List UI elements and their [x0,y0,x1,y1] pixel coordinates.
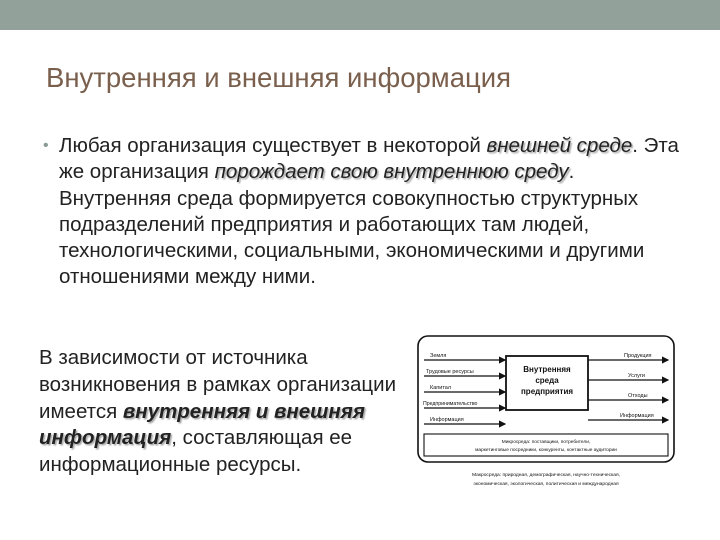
micro-environment-label: Микросреда: поставщики, потребители, [501,440,591,445]
bullet-icon: • [43,137,49,154]
emphasis-internal-external-info: внутренняя и внешняя информация [39,399,365,450]
center-label-line: Внутренняя [523,365,571,374]
emphasis-internal-environment: порождает свою внутреннюю среду [214,160,569,184]
paragraph-text-part: В зависимости от источника возникновения в рамках организации имеется [39,346,397,423]
bullet-text-part: . Внутренняя среда формируется совокупностью структурных подразделений предприятия и работающих там людей, технологическими, социальными, экономическими и другими отношениями между ними. [59,160,645,289]
input-label: Капитал [430,385,452,391]
paragraph-text-part: , составляющая ее информационные ресурсы. [39,426,353,477]
environment-diagram-svg [412,334,680,502]
macro-environment-label: экономическая, экологическая, политическая и международная [473,482,619,487]
input-label: Информация [430,417,464,423]
center-label-line: среда [535,376,559,385]
input-label: Предпринимательство [423,401,478,407]
output-label: Отходы [628,393,648,399]
info-sources-paragraph [39,345,399,479]
slide-title: Внутренняя и внешняя информация [46,62,511,93]
bullet-text [44,133,684,291]
emphasis-external-environment: внешней среде [486,134,633,157]
center-label-line: предприятия [520,387,574,396]
macro-environment-label: Макросреда: природная, демографическая, научно-техническая, [471,473,621,478]
input-label: Трудовые ресурсы [426,369,474,375]
micro-environment-label: маркетинговые посредники, конкуренты, контактные аудитории [475,448,617,453]
environment-diagram [412,334,680,502]
input-label: Земля [430,353,447,359]
output-label: Продукция [624,353,652,359]
bullet-text-part: . Эта же организация [59,134,679,184]
bullet-paragraph [44,133,684,291]
output-label: Услуги [628,373,645,379]
output-label: Информация [620,413,654,419]
top-bar [0,0,720,30]
bullet-text-part: Любая организация существует в некоторой [59,134,487,157]
